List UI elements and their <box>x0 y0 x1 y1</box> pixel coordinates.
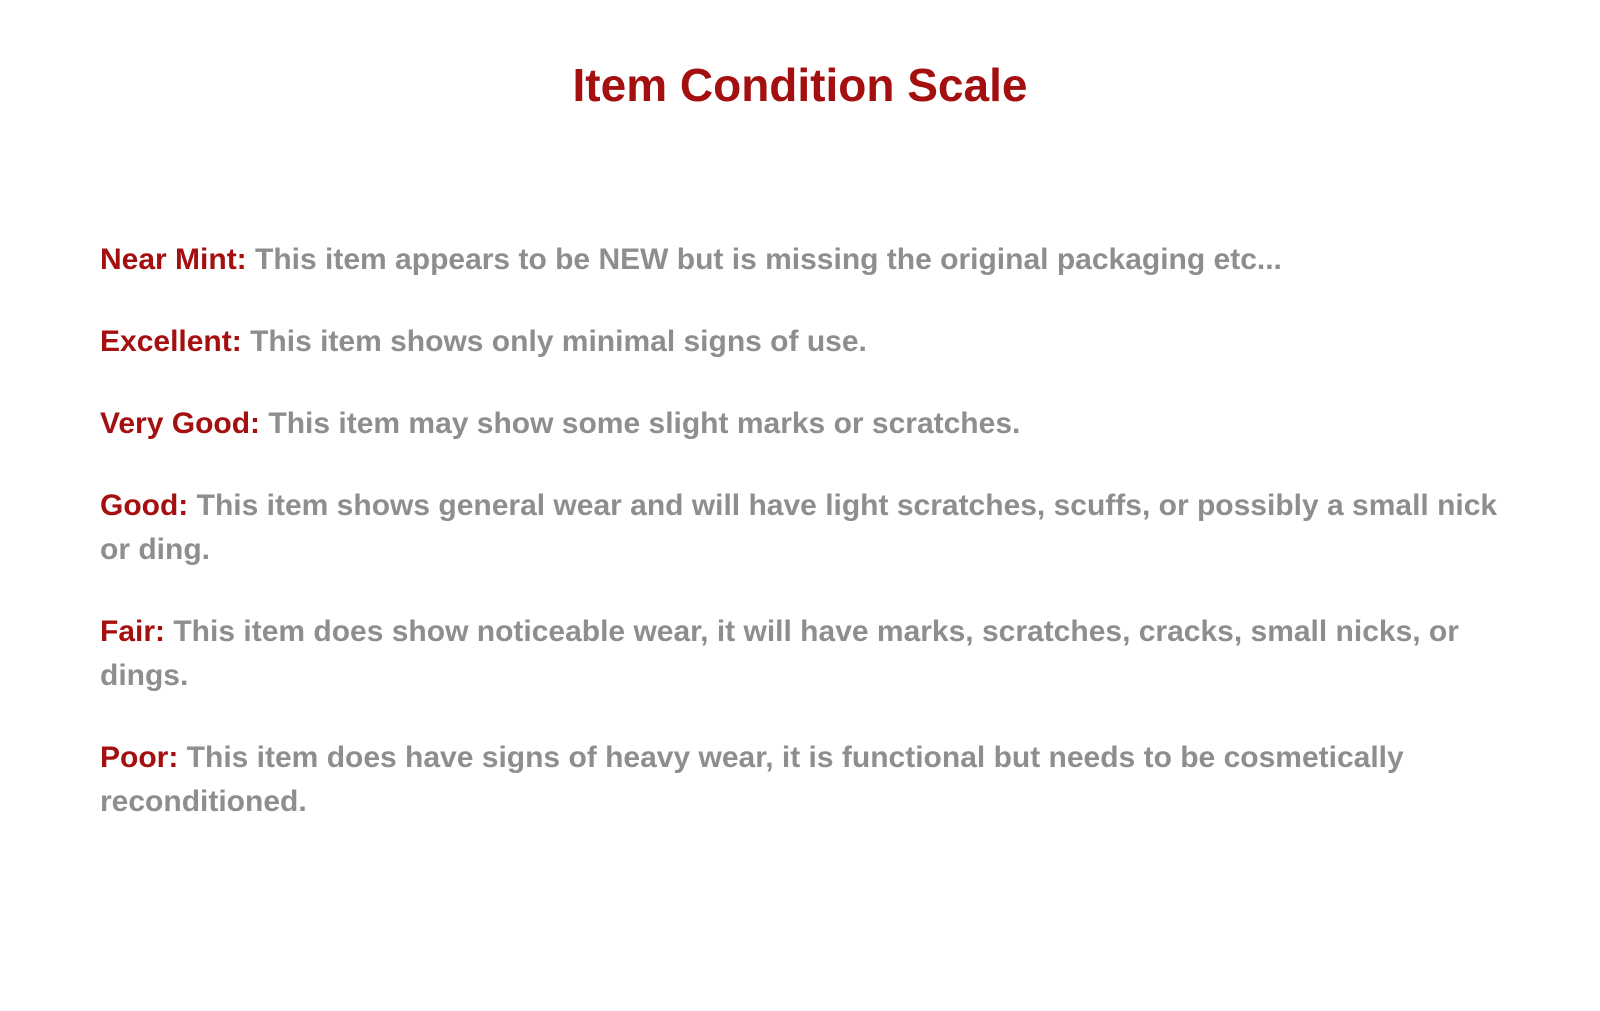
condition-label: Near Mint: <box>100 243 247 276</box>
condition-description: This item may show some slight marks or scratches. <box>268 407 1021 440</box>
page-title: Item Condition Scale <box>572 59 1028 111</box>
condition-row-poor <box>100 736 1520 824</box>
condition-label: Excellent: <box>100 325 242 358</box>
condition-label: Good: <box>100 489 189 522</box>
condition-label: Poor: <box>100 741 179 774</box>
condition-description: This item does have signs of heavy wear, it is functional but needs to be cosmetically reconditioned. <box>100 741 1404 818</box>
condition-description: This item shows general wear and will have light scratches, scuffs, or possibly a small nick or ding. <box>100 489 1498 566</box>
condition-description: This item appears to be NEW but is missing the original packaging etc... <box>255 243 1282 276</box>
condition-row-excellent <box>100 320 1520 364</box>
condition-description: This item shows only minimal signs of use. <box>250 325 867 358</box>
condition-label: Very Good: <box>100 407 261 440</box>
condition-list <box>100 238 1520 824</box>
condition-row-good <box>100 484 1520 572</box>
condition-row-near-mint <box>100 238 1520 282</box>
condition-description: This item does show noticeable wear, it will have marks, scratches, cracks, small nicks, or dings. <box>100 615 1459 692</box>
condition-label: Fair: <box>100 615 166 648</box>
condition-row-very-good <box>100 402 1520 446</box>
condition-row-fair <box>100 610 1520 698</box>
